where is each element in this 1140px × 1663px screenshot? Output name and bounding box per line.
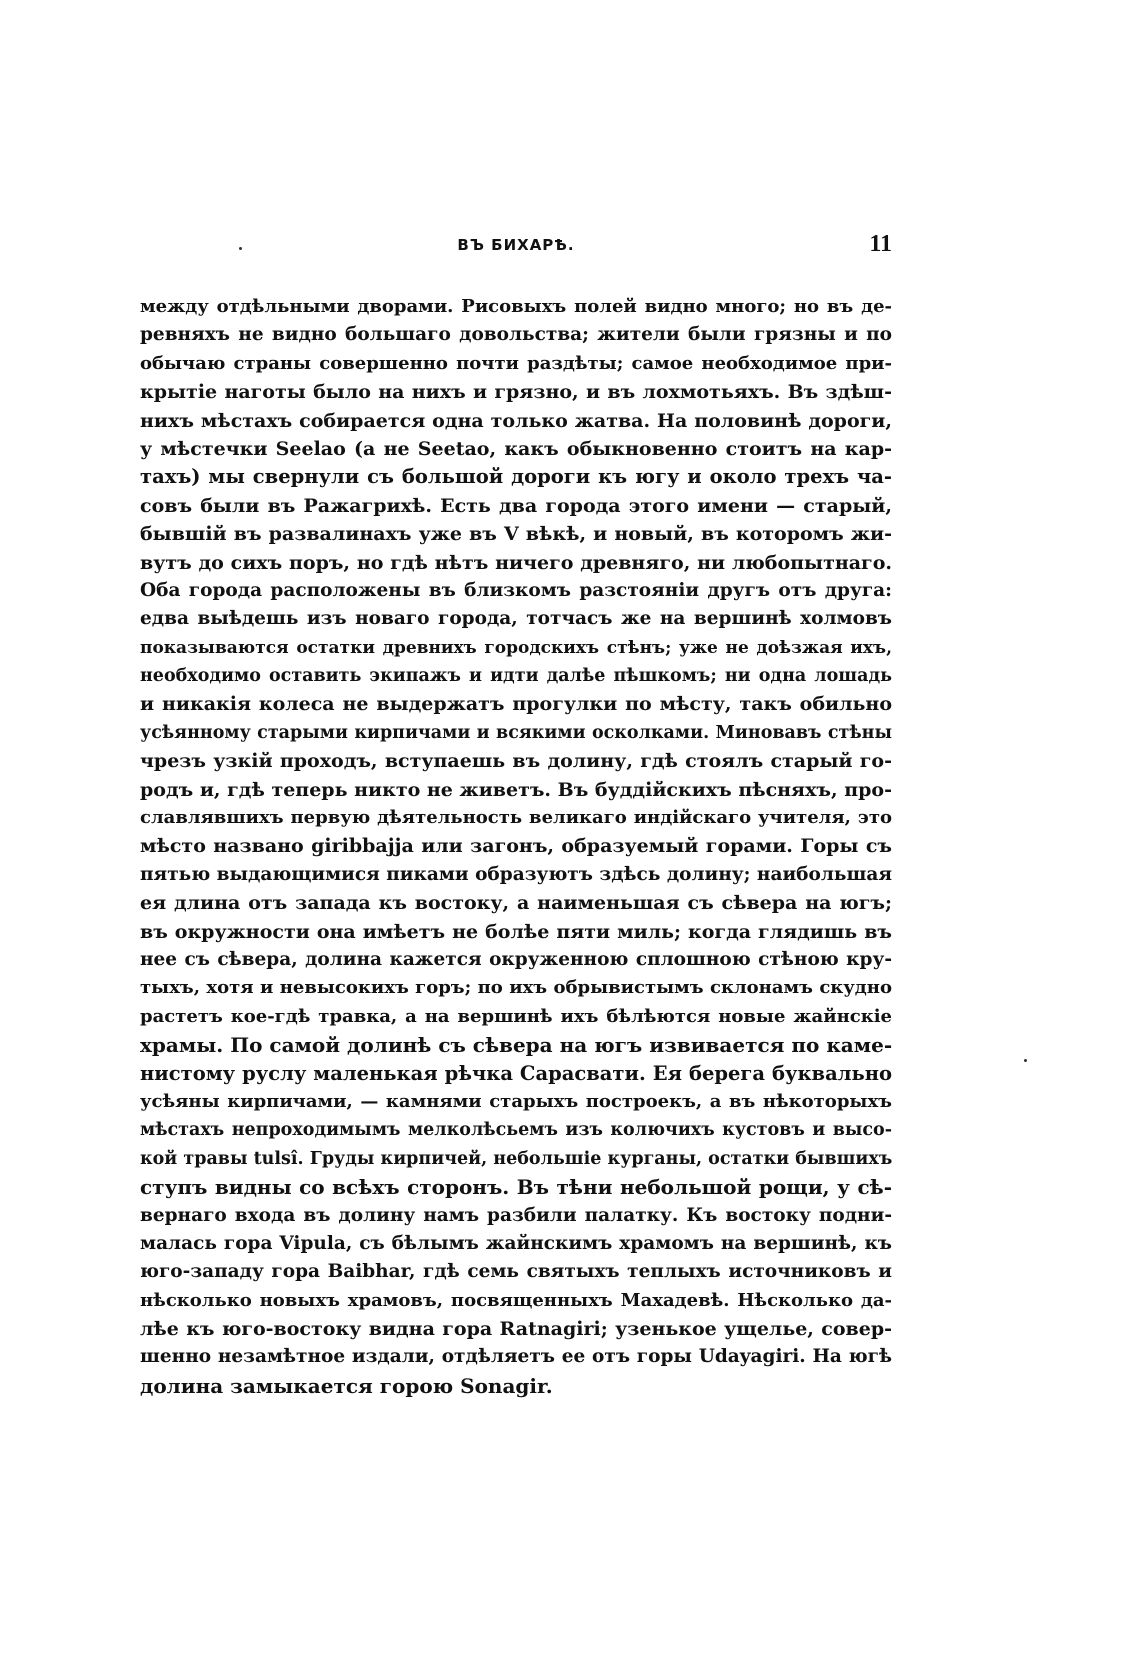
text-line: нихъ мѣстахъ собирается одна только жатва. На половинѣ дороги, [140,409,892,432]
scan-speck [1024,1059,1027,1062]
text-line: едва выѣдешь изъ новаго города, тотчасъ же на вершинѣ холмовъ [140,608,892,630]
text-line: кой травы tulsî. Груды кирпичей, небольшіе курганы, остатки бывшихъ [140,1148,892,1169]
text-line: совъ были въ Ражагрихѣ. Есть два города этого имени — старый, [140,494,892,517]
text-line: храмы. По самой долинѣ съ сѣвера на югъ извивается по каме- [140,1033,892,1058]
text-line: въ окружности она имѣетъ не болѣе пяти миль; когда глядишь въ [140,920,892,943]
text-line: нистому руслу маленькая рѣчка Сарасвати. Ея берега буквально [140,1061,892,1085]
text-line: растетъ кое-гдѣ травка, а на вершинѣ ихъ бѣлѣются новые жайнскіе [140,1005,892,1027]
text-line: Оба города расположены въ близкомъ разстояніи другъ отъ друга: [140,579,892,601]
text-line: у мѣстечки Seelao (а не Seetao, какъ обыкновенно стоитъ на кар- [140,437,892,460]
text-line: бывшій въ развалинахъ уже въ V вѣкѣ, и новый, въ которомъ жи- [140,523,892,546]
text-line: славлявшихъ первую дѣятельность великаго индійскаго учителя, это [140,807,892,829]
text-line: показываются остатки древнихъ городскихъ стѣнъ; уже не доѣзжая ихъ, [140,637,892,658]
text-line: обычаю страны совершенно почти раздѣты; самое необходимое при- [140,352,892,374]
text-line: вутъ до сихъ поръ, но гдѣ нѣтъ ничего древняго, ни любопытнаго. [140,551,892,574]
text-line: нее съ сѣвера, долина кажется окруженною сплошною стѣною кру- [140,948,892,970]
page-number: 11 [869,231,892,257]
text-line: и никакія колеса не выдержатъ прогулки по мѣсту, такъ обильно [140,693,892,716]
page-header [140,231,892,266]
text-line: крытіе наготы было на нихъ и грязно, и въ лохмотьяхъ. Въ здѣш- [140,381,892,404]
text-line: усѣяны кирпичами, — камнями старыхъ построекъ, а въ нѣкоторыхъ [140,1090,892,1112]
text-line: лѣе къ юго-востоку видна гора Ratnagiri; узенькое ущелье, совер- [140,1318,892,1341]
text-line: ступъ видны со всѣхъ сторонъ. Въ тѣни небольшой рощи, у сѣ- [140,1175,892,1200]
text-line: ревняхъ не видно большаго довольства; жители были грязны и по [140,324,892,346]
text-line: пятью выдающимися пиками образуютъ здѣсь долину; наибольшая [140,863,892,885]
text-line: между отдѣльными дворами. Рисовыхъ полей видно много; но въ де- [140,296,892,317]
text-line: тахъ) мы свернули съ большой дороги къ югу и около трехъ ча- [140,465,892,489]
text-line: усѣянному старыми кирпичами и всякими осколками. Миновавъ стѣны [140,722,892,743]
text-line: чрезъ узкій проходъ, вступаешь въ долину, гдѣ стоялъ старый го- [140,750,892,773]
text-line: родъ и, гдѣ теперь никто не живетъ. Въ буддійскихъ пѣсняхъ, про- [140,778,892,801]
text-line: вернаго входа въ долину намъ разбили палатку. Къ востоку подни- [140,1204,892,1226]
text-line: нѣсколько новыхъ храмовъ, посвященныхъ Махадевѣ. Нѣсколько да- [140,1289,892,1311]
text-line: ея длина отъ запада къ востоку, а наименьшая съ сѣвера на югъ; [140,892,892,915]
text-line: мѣстахъ непроходимымъ мелколѣсьемъ изъ колючихъ кустовъ и высо- [140,1120,892,1141]
text-line: юго-западу гора Baibhar, гдѣ семь святыхъ теплыхъ источниковъ и [140,1261,892,1283]
text-line-last: долина замыкается горою Sonagir. [140,1373,553,1398]
text-line: мѣсто названо giribbajja или загонъ, образуемый горами. Горы съ [140,835,892,858]
text-line: шенно незамѣтное издали, отдѣляетъ ее отъ горы Udayagiri. На югѣ [140,1346,892,1368]
text-line: тыхъ, хотя и невысокихъ горъ; по ихъ обрывистымъ склонамъ скудно [140,977,892,999]
running-title: ВЪ БИХАРѢ. [457,236,575,254]
body-text [140,293,892,1400]
scan-speck [239,247,242,250]
text-line: необходимо оставить экипажъ и идти далѣе пѣшкомъ; ни одна лошадь [140,666,892,687]
text-line: малась гора Vipula, съ бѣлымъ жайнскимъ храмомъ на вершинѣ, къ [140,1232,892,1254]
